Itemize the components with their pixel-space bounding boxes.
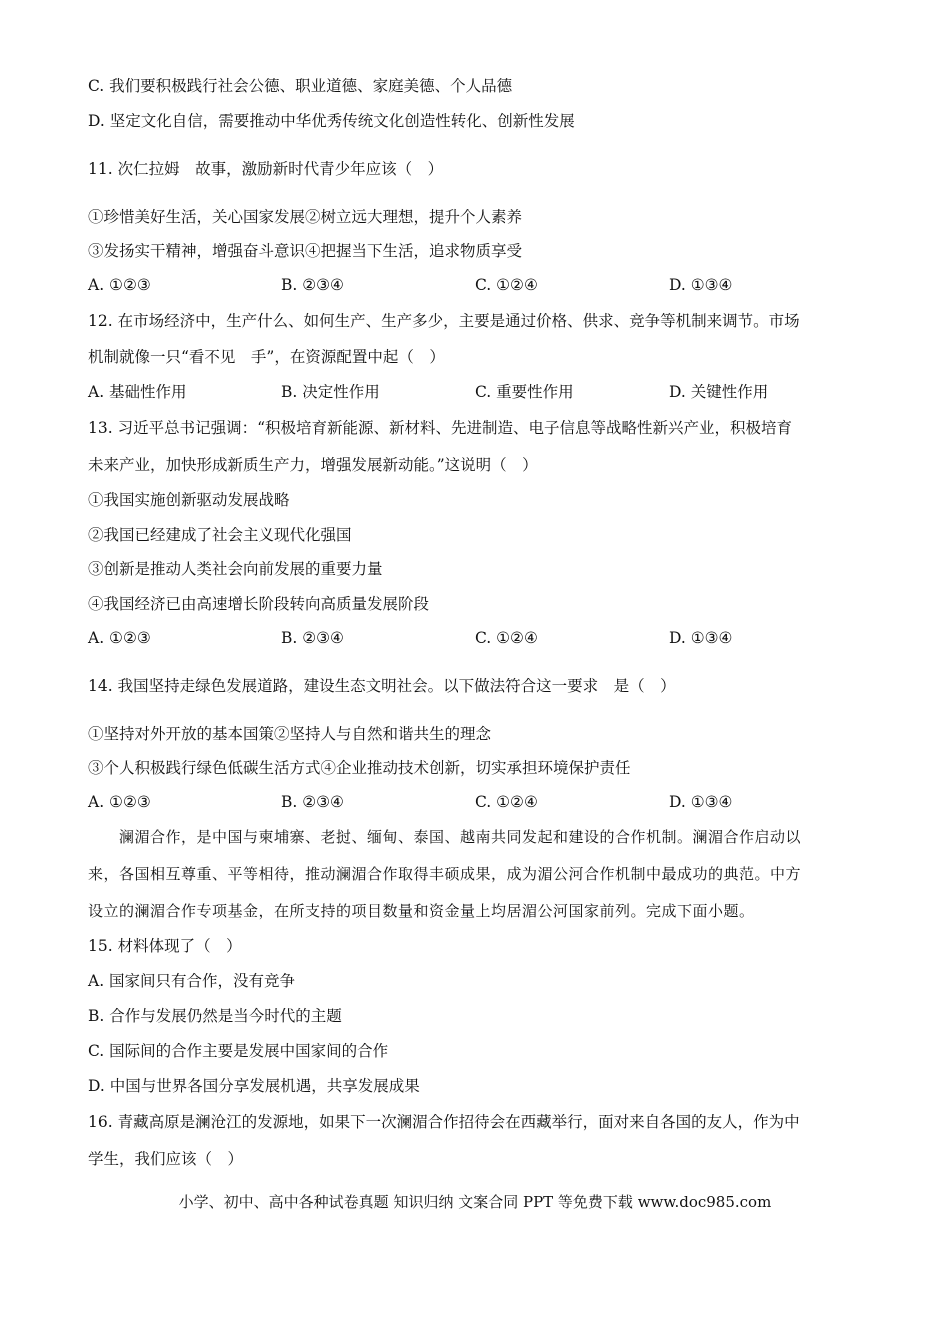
q11-option-b: B. ②③④: [281, 276, 344, 294]
q13-option-d: D. ①③④: [669, 629, 733, 647]
q13-statement-2: ②我国已经建成了社会主义现代化强国: [88, 526, 352, 544]
question-15: 15. 材料体现了（ ）: [88, 937, 242, 955]
q14-statement-1: ①坚持对外开放的基本国策②坚持人与自然和谐共生的理念: [88, 725, 492, 743]
question-16-line-1: 16. 青藏高原是澜沧江的发源地，如果下一次澜湄合作招待会在西藏举行，面对来自各国的友人，作为中: [88, 1113, 800, 1131]
q15-option-a: A. 国家间只有合作，没有竞争: [88, 972, 296, 990]
question-11: 11. 次仁拉姆 故事，激励新时代青少年应该（ ）: [88, 160, 444, 178]
q13-statement-3: ③创新是推动人类社会向前发展的重要力量: [88, 560, 383, 578]
q11-options: [88, 275, 878, 295]
q14-option-b: B. ②③④: [281, 793, 344, 811]
question-13-line-1: 13. 习近平总书记强调：“积极培育新能源、新材料、先进制造、电子信息等战略性新兴产业，积极培育: [88, 419, 793, 437]
q15-option-d: D. 中国与世界各国分享发展机遇，共享发展成果: [88, 1077, 420, 1095]
q13-statement-4: ④我国经济已由高速增长阶段转向高质量发展阶段: [88, 595, 430, 613]
q15-option-b: B. 合作与发展仍然是当今时代的主题: [88, 1007, 342, 1025]
q11-statement-2: ③发扬实干精神，增强奋斗意识④把握当下生活，追求物质享受: [88, 242, 523, 260]
q12-option-c: C. 重要性作用: [475, 383, 574, 401]
page-footer: 小学、初中、高中各种试卷真题 知识归纳 文案合同 PPT 等免费下载 www.doc985.com: [178, 1193, 772, 1211]
q14-option-a: A. ①②③: [88, 793, 151, 811]
material-paragraph-line-3: 设立的澜湄合作专项基金，在所支持的项目数量和资金量上均居湄公河国家前列。完成下面小题。: [88, 902, 755, 920]
q15-option-c: C. 国际间的合作主要是发展中国家间的合作: [88, 1042, 389, 1060]
q13-option-b: B. ②③④: [281, 629, 344, 647]
question-14: 14. 我国坚持走绿色发展道路，建设生态文明社会。以下做法符合这一要求 是（ ）: [88, 677, 676, 695]
q13-option-c: C. ①②④: [475, 629, 538, 647]
q14-options: [88, 792, 878, 812]
q12-option-d: D. 关键性作用: [669, 383, 769, 401]
q13-option-a: A. ①②③: [88, 629, 151, 647]
q13-statement-1: ①我国实施创新驱动发展战略: [88, 491, 290, 509]
material-paragraph-line-2: 来，各国相互尊重、平等相待，推动澜湄合作取得丰硕成果，成为湄公河合作机制中最成功的典范。中方: [88, 865, 802, 883]
question-12-line-1: 12. 在市场经济中，生产什么、如何生产、生产多少，主要是通过价格、供求、竞争等机制来调节。市场: [88, 312, 800, 330]
q12-option-b: B. 决定性作用: [281, 383, 380, 401]
q11-statement-1: ①珍惜美好生活，关心国家发展②树立远大理想，提升个人素养: [88, 208, 523, 226]
q12-options: [88, 382, 878, 402]
q12-option-a: A. 基础性作用: [88, 383, 187, 401]
q14-option-d: D. ①③④: [669, 793, 733, 811]
question-13-line-2: 未来产业，加快形成新质生产力，增强发展新动能。”这说明（ ）: [88, 456, 538, 474]
q11-option-c: C. ①②④: [475, 276, 538, 294]
q13-options: [88, 628, 878, 648]
q11-option-a: A. ①②③: [88, 276, 151, 294]
q11-option-d: D. ①③④: [669, 276, 733, 294]
q14-option-c: C. ①②④: [475, 793, 538, 811]
q10-option-c: C. 我们要积极践行社会公德、职业道德、家庭美德、个人品德: [88, 77, 513, 95]
question-16-line-2: 学生，我们应该（ ）: [88, 1150, 244, 1168]
material-paragraph-line-1: 澜湄合作，是中国与柬埔寨、老挝、缅甸、泰国、越南共同发起和建设的合作机制。澜湄合作启动以: [88, 828, 802, 846]
question-12-line-2: 机制就像一只“看不见 手”，在资源配置中起（ ）: [88, 348, 445, 366]
q10-option-d: D. 坚定文化自信，需要推动中华优秀传统文化创造性转化、创新性发展: [88, 112, 575, 130]
q14-statement-2: ③个人积极践行绿色低碳生活方式④企业推动技术创新，切实承担环境保护责任: [88, 759, 631, 777]
